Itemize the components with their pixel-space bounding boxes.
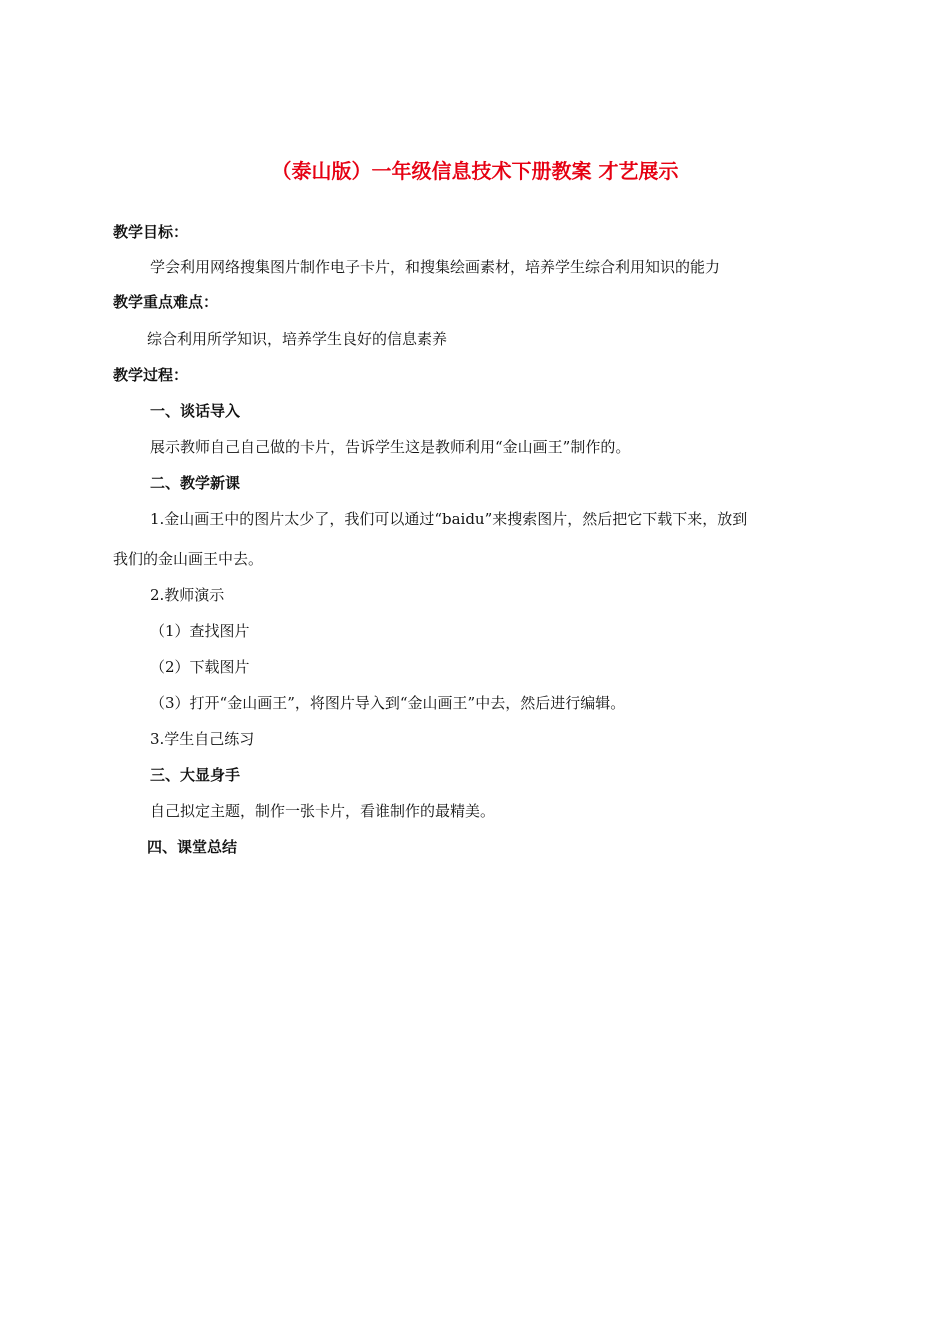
objectives-text: 学会利用网络搜集图片制作电子卡片，和搜集绘画素材，培养学生综合利用知识的能力 <box>150 258 721 276</box>
section-3-text: 自己拟定主题，制作一张卡片，看谁制作的最精美。 <box>150 802 496 820</box>
section-2-item-2: 2.教师演示 <box>150 586 225 604</box>
section-2-item-1-line-1: 1.金山画王中的图片太少了，我们可以通过“baidu”来搜索图片，然后把它下载下来，放到 <box>150 510 748 528</box>
section-2-heading: 二、教学新课 <box>150 474 241 492</box>
key-points-text: 综合利用所学知识，培养学生良好的信息素养 <box>147 330 448 348</box>
section-2-step-2: （2）下载图片 <box>150 658 250 676</box>
section-2-item-1-line-2: 我们的金山画王中去。 <box>113 550 264 568</box>
section-2-item-3: 3.学生自己练习 <box>150 730 255 748</box>
section-1-heading: 一、谈话导入 <box>150 402 241 420</box>
key-points-heading: 教学重点难点： <box>113 293 219 311</box>
section-2-step-3: （3）打开“金山画王”，将图片导入到“金山画王”中去，然后进行编辑。 <box>150 694 626 712</box>
section-4-heading: 四、课堂总结 <box>147 838 238 856</box>
document-title: （泰山版）一年级信息技术下册教案 才艺展示 <box>271 159 679 183</box>
section-1-text: 展示教师自己自己做的卡片，告诉学生这是教师利用“金山画王”制作的。 <box>150 438 631 456</box>
section-3-heading: 三、大显身手 <box>150 766 241 784</box>
section-2-step-1: （1）查找图片 <box>150 622 250 640</box>
process-heading: 教学过程： <box>113 366 189 384</box>
objectives-heading: 教学目标： <box>113 223 189 241</box>
